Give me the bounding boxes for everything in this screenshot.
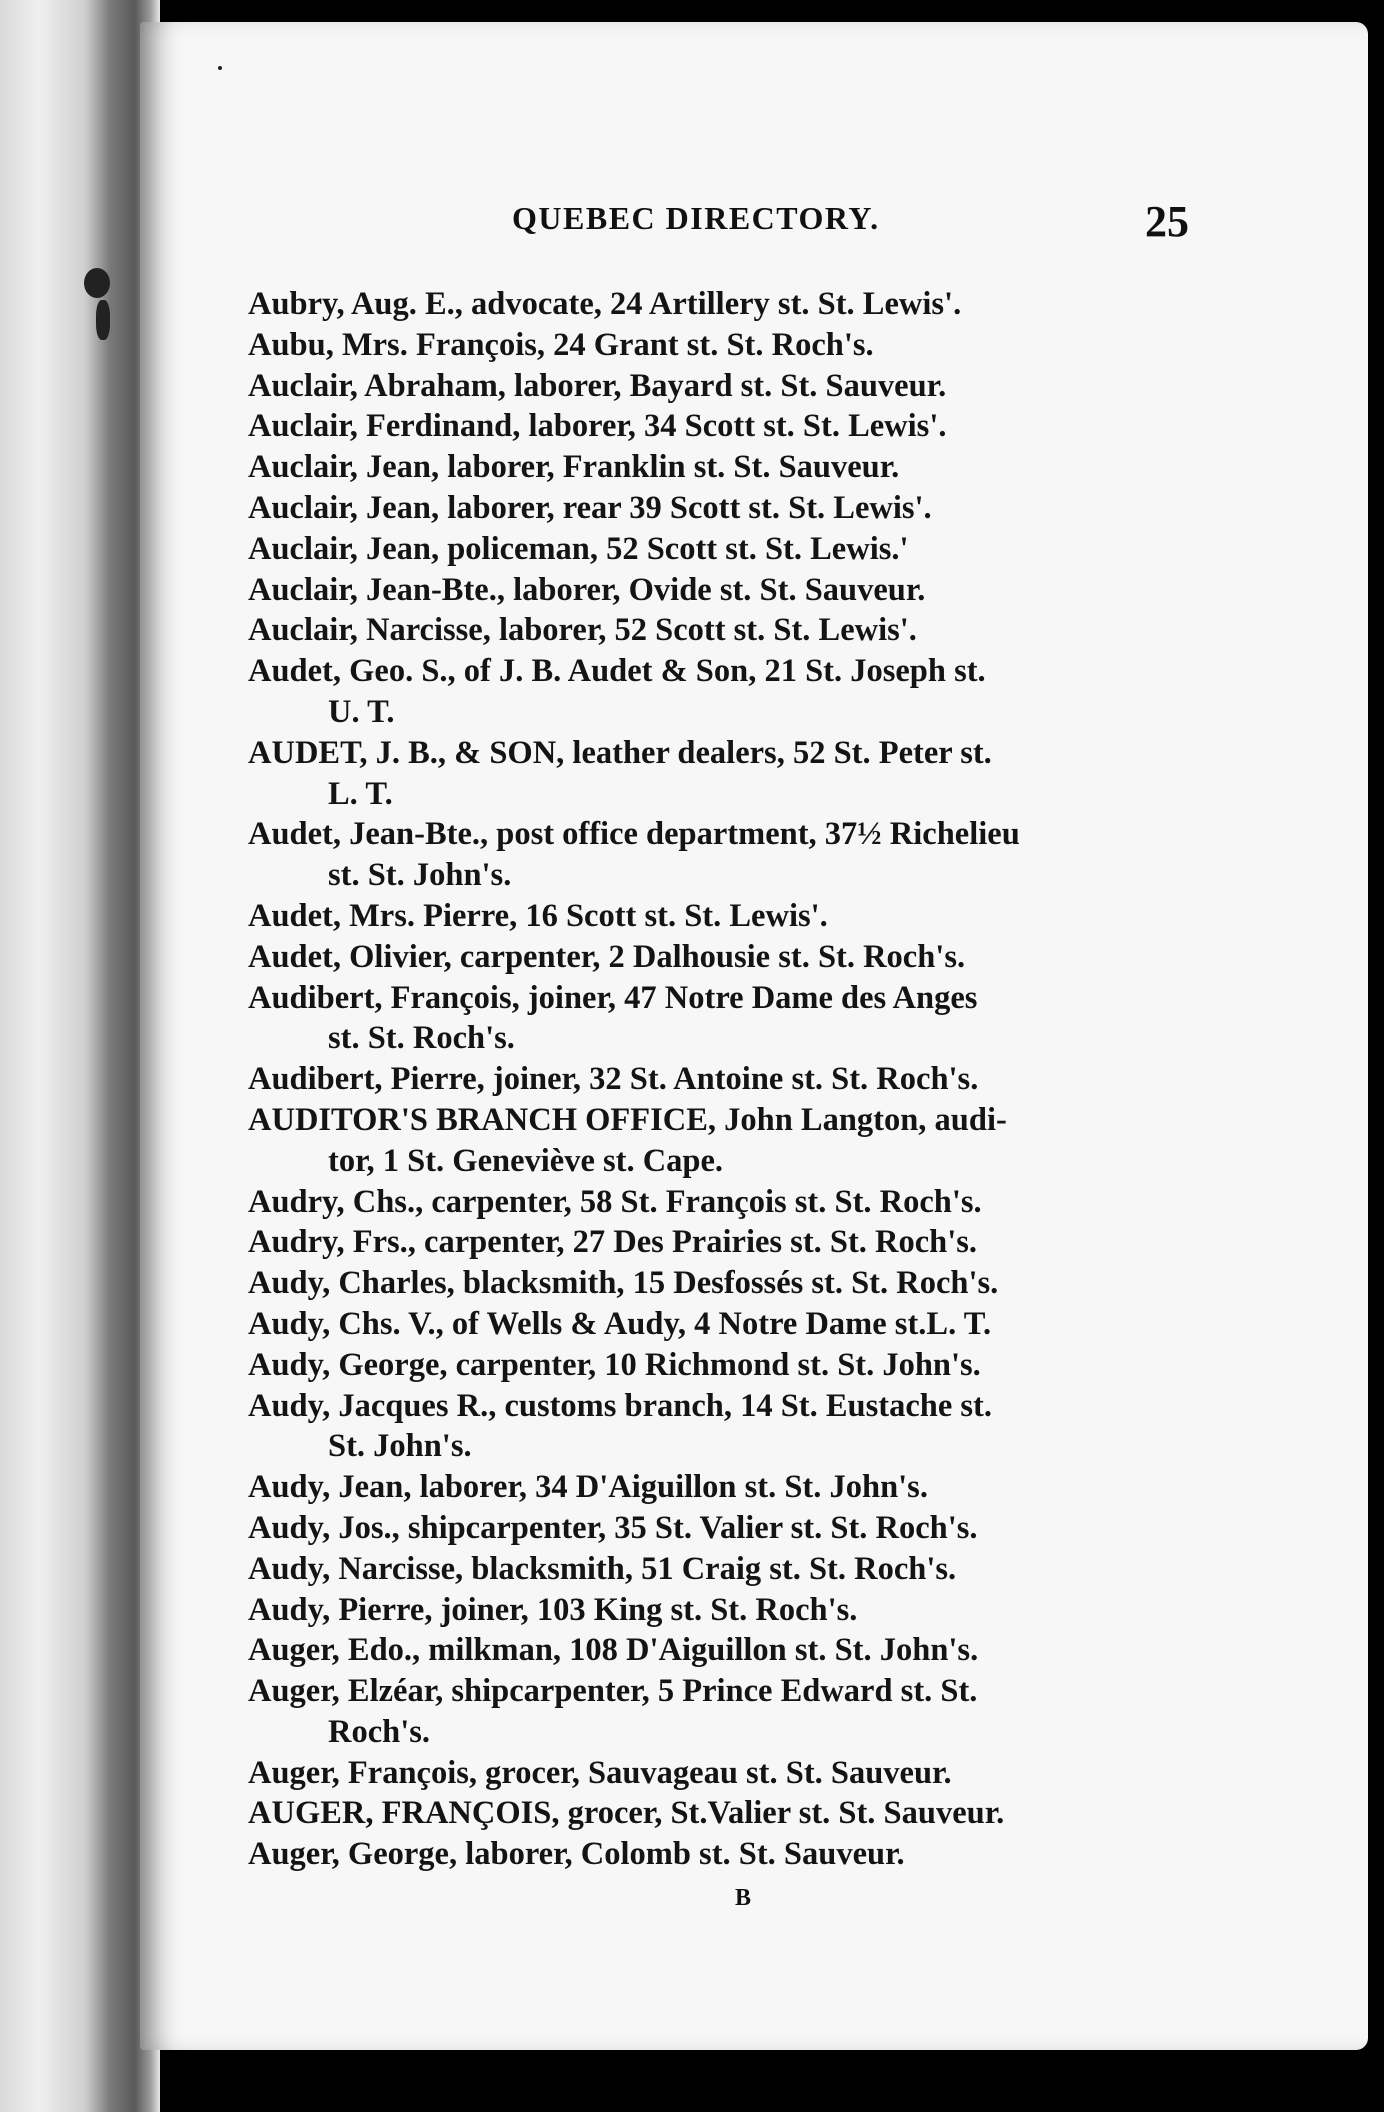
entry-line: Audet, Mrs. Pierre, 16 Scott st. St. Lewis'. [248, 897, 828, 934]
entry-continuation-line: St. John's. [328, 1428, 472, 1465]
entry-line: Audy, Jos., shipcarpenter, 35 St. Valier st. St. Roch's. [248, 1509, 978, 1546]
entry-line: Auclair, Jean-Bte., laborer, Ovide st. St. Sauveur. [248, 571, 926, 608]
entry-line: AUDET, J. B., & SON, leather dealers, 52 St. Peter st. [248, 734, 992, 771]
entry-line: Auger, François, grocer, Sauvageau st. St. Sauveur. [248, 1754, 952, 1791]
entry-line: Auclair, Abraham, laborer, Bayard st. St. Sauveur. [248, 367, 947, 404]
entry-continuation-line: U. T. [328, 693, 395, 730]
entry-line: Auclair, Narcisse, laborer, 52 Scott st. St. Lewis'. [248, 612, 917, 649]
directory-entry [248, 610, 1208, 651]
directory-entry [248, 406, 1208, 447]
directory-entry [248, 570, 1208, 611]
directory-entry [248, 1630, 1208, 1671]
entry-line: Audet, Olivier, carpenter, 2 Dalhousie st. St. Roch's. [248, 938, 966, 975]
directory-entry [248, 896, 1208, 937]
page-header [0, 196, 1384, 246]
entry-continuation-line: Roch's. [328, 1713, 431, 1750]
signature-mark: B [735, 1885, 752, 1911]
directory-entry [248, 1222, 1208, 1263]
directory-entry [248, 1753, 1208, 1794]
entry-line: Audy, Narcisse, blacksmith, 51 Craig st. St. Roch's. [248, 1550, 957, 1587]
entry-line: Auger, Elzéar, shipcarpenter, 5 Prince Edward st. St. [248, 1673, 978, 1710]
directory-entry [248, 937, 1208, 978]
directory-entry [248, 366, 1208, 407]
entry-line: Audy, George, carpenter, 10 Richmond st. St. John's. [248, 1346, 981, 1383]
directory-entry [248, 814, 1208, 896]
directory-entry [248, 529, 1208, 570]
directory-entry [248, 978, 1208, 1060]
entry-line: AUGER, FRANÇOIS, grocer, St.Valier st. St. Sauveur. [248, 1795, 1005, 1832]
entry-continuation-line: st. St. Roch's. [328, 1020, 515, 1057]
entry-line: Auclair, Ferdinand, laborer, 34 Scott st. St. Lewis'. [248, 408, 947, 445]
directory-entry [248, 488, 1208, 529]
entry-continuation-line: st. St. John's. [328, 857, 512, 894]
entry-line: Auclair, Jean, laborer, Franklin st. St. Sauveur. [248, 449, 900, 486]
book-binding-edge [0, 0, 160, 2112]
directory-entry [248, 1793, 1208, 1834]
entry-line: Auger, George, laborer, Colomb st. St. Sauveur. [248, 1836, 905, 1873]
entry-line: Aubu, Mrs. François, 24 Grant st. St. Roch's. [248, 326, 874, 363]
directory-entries-list [248, 284, 1208, 1875]
entry-line: Auger, Edo., milkman, 108 D'Aiguillon st. St. John's. [248, 1632, 979, 1669]
entry-line: Audy, Jean, laborer, 34 D'Aiguillon st. St. John's. [248, 1469, 928, 1506]
entry-line: Audet, Geo. S., of J. B. Audet & Son, 21 St. Joseph st. [248, 653, 986, 690]
directory-entry [248, 733, 1208, 815]
binding-blemish [96, 300, 110, 340]
entry-line: Audibert, François, joiner, 47 Notre Dame des Anges [248, 979, 978, 1016]
directory-entry [248, 1549, 1208, 1590]
entry-line: Audry, Frs., carpenter, 27 Des Prairies st. St. Roch's. [248, 1224, 978, 1261]
binding-blemish [218, 66, 222, 70]
running-title: QUEBEC DIRECTORY. [512, 200, 880, 236]
entry-line: Audet, Jean-Bte., post office department, 37½ Richelieu [248, 816, 1020, 853]
directory-entry [248, 1508, 1208, 1549]
directory-entry [248, 1059, 1208, 1100]
directory-entry [248, 1590, 1208, 1631]
entry-line: Audry, Chs., carpenter, 58 St. François st. St. Roch's. [248, 1183, 982, 1220]
entry-continuation-line: tor, 1 St. Geneviève st. Cape. [328, 1142, 724, 1179]
entry-line: Audy, Chs. V., of Wells & Audy, 4 Notre Dame st.L. T. [248, 1305, 992, 1342]
entry-line: Auclair, Jean, laborer, rear 39 Scott st. St. Lewis'. [248, 489, 932, 526]
directory-entry [248, 1100, 1208, 1182]
directory-entry [248, 1304, 1208, 1345]
directory-entry [248, 1345, 1208, 1386]
entry-line: Aubry, Aug. E., advocate, 24 Artillery st. St. Lewis'. [248, 286, 962, 322]
directory-entry [248, 651, 1208, 733]
entry-line: Audy, Pierre, joiner, 103 King st. St. Roch's. [248, 1591, 858, 1628]
entry-line: Audy, Charles, blacksmith, 15 Desfossés st. St. Roch's. [248, 1265, 999, 1302]
directory-entry [248, 1263, 1208, 1304]
directory-entry [248, 325, 1208, 366]
directory-entry [248, 1834, 1208, 1875]
directory-entry [248, 284, 1208, 325]
directory-entry [248, 447, 1208, 488]
directory-entry [248, 1386, 1208, 1468]
entry-line: Audy, Jacques R., customs branch, 14 St. Eustache st. [248, 1387, 992, 1424]
entry-line: Audibert, Pierre, joiner, 32 St. Antoine st. St. Roch's. [248, 1061, 979, 1098]
binding-blemish [84, 268, 110, 298]
directory-entry [248, 1182, 1208, 1223]
entry-line: Auclair, Jean, policeman, 52 Scott st. St. Lewis.' [248, 530, 909, 567]
page-number: 25 [1145, 197, 1189, 246]
entry-continuation-line: L. T. [328, 775, 393, 812]
entry-line: AUDITOR'S BRANCH OFFICE, John Langton, audi- [248, 1101, 1007, 1138]
directory-entry [248, 1467, 1208, 1508]
directory-entry [248, 1671, 1208, 1753]
